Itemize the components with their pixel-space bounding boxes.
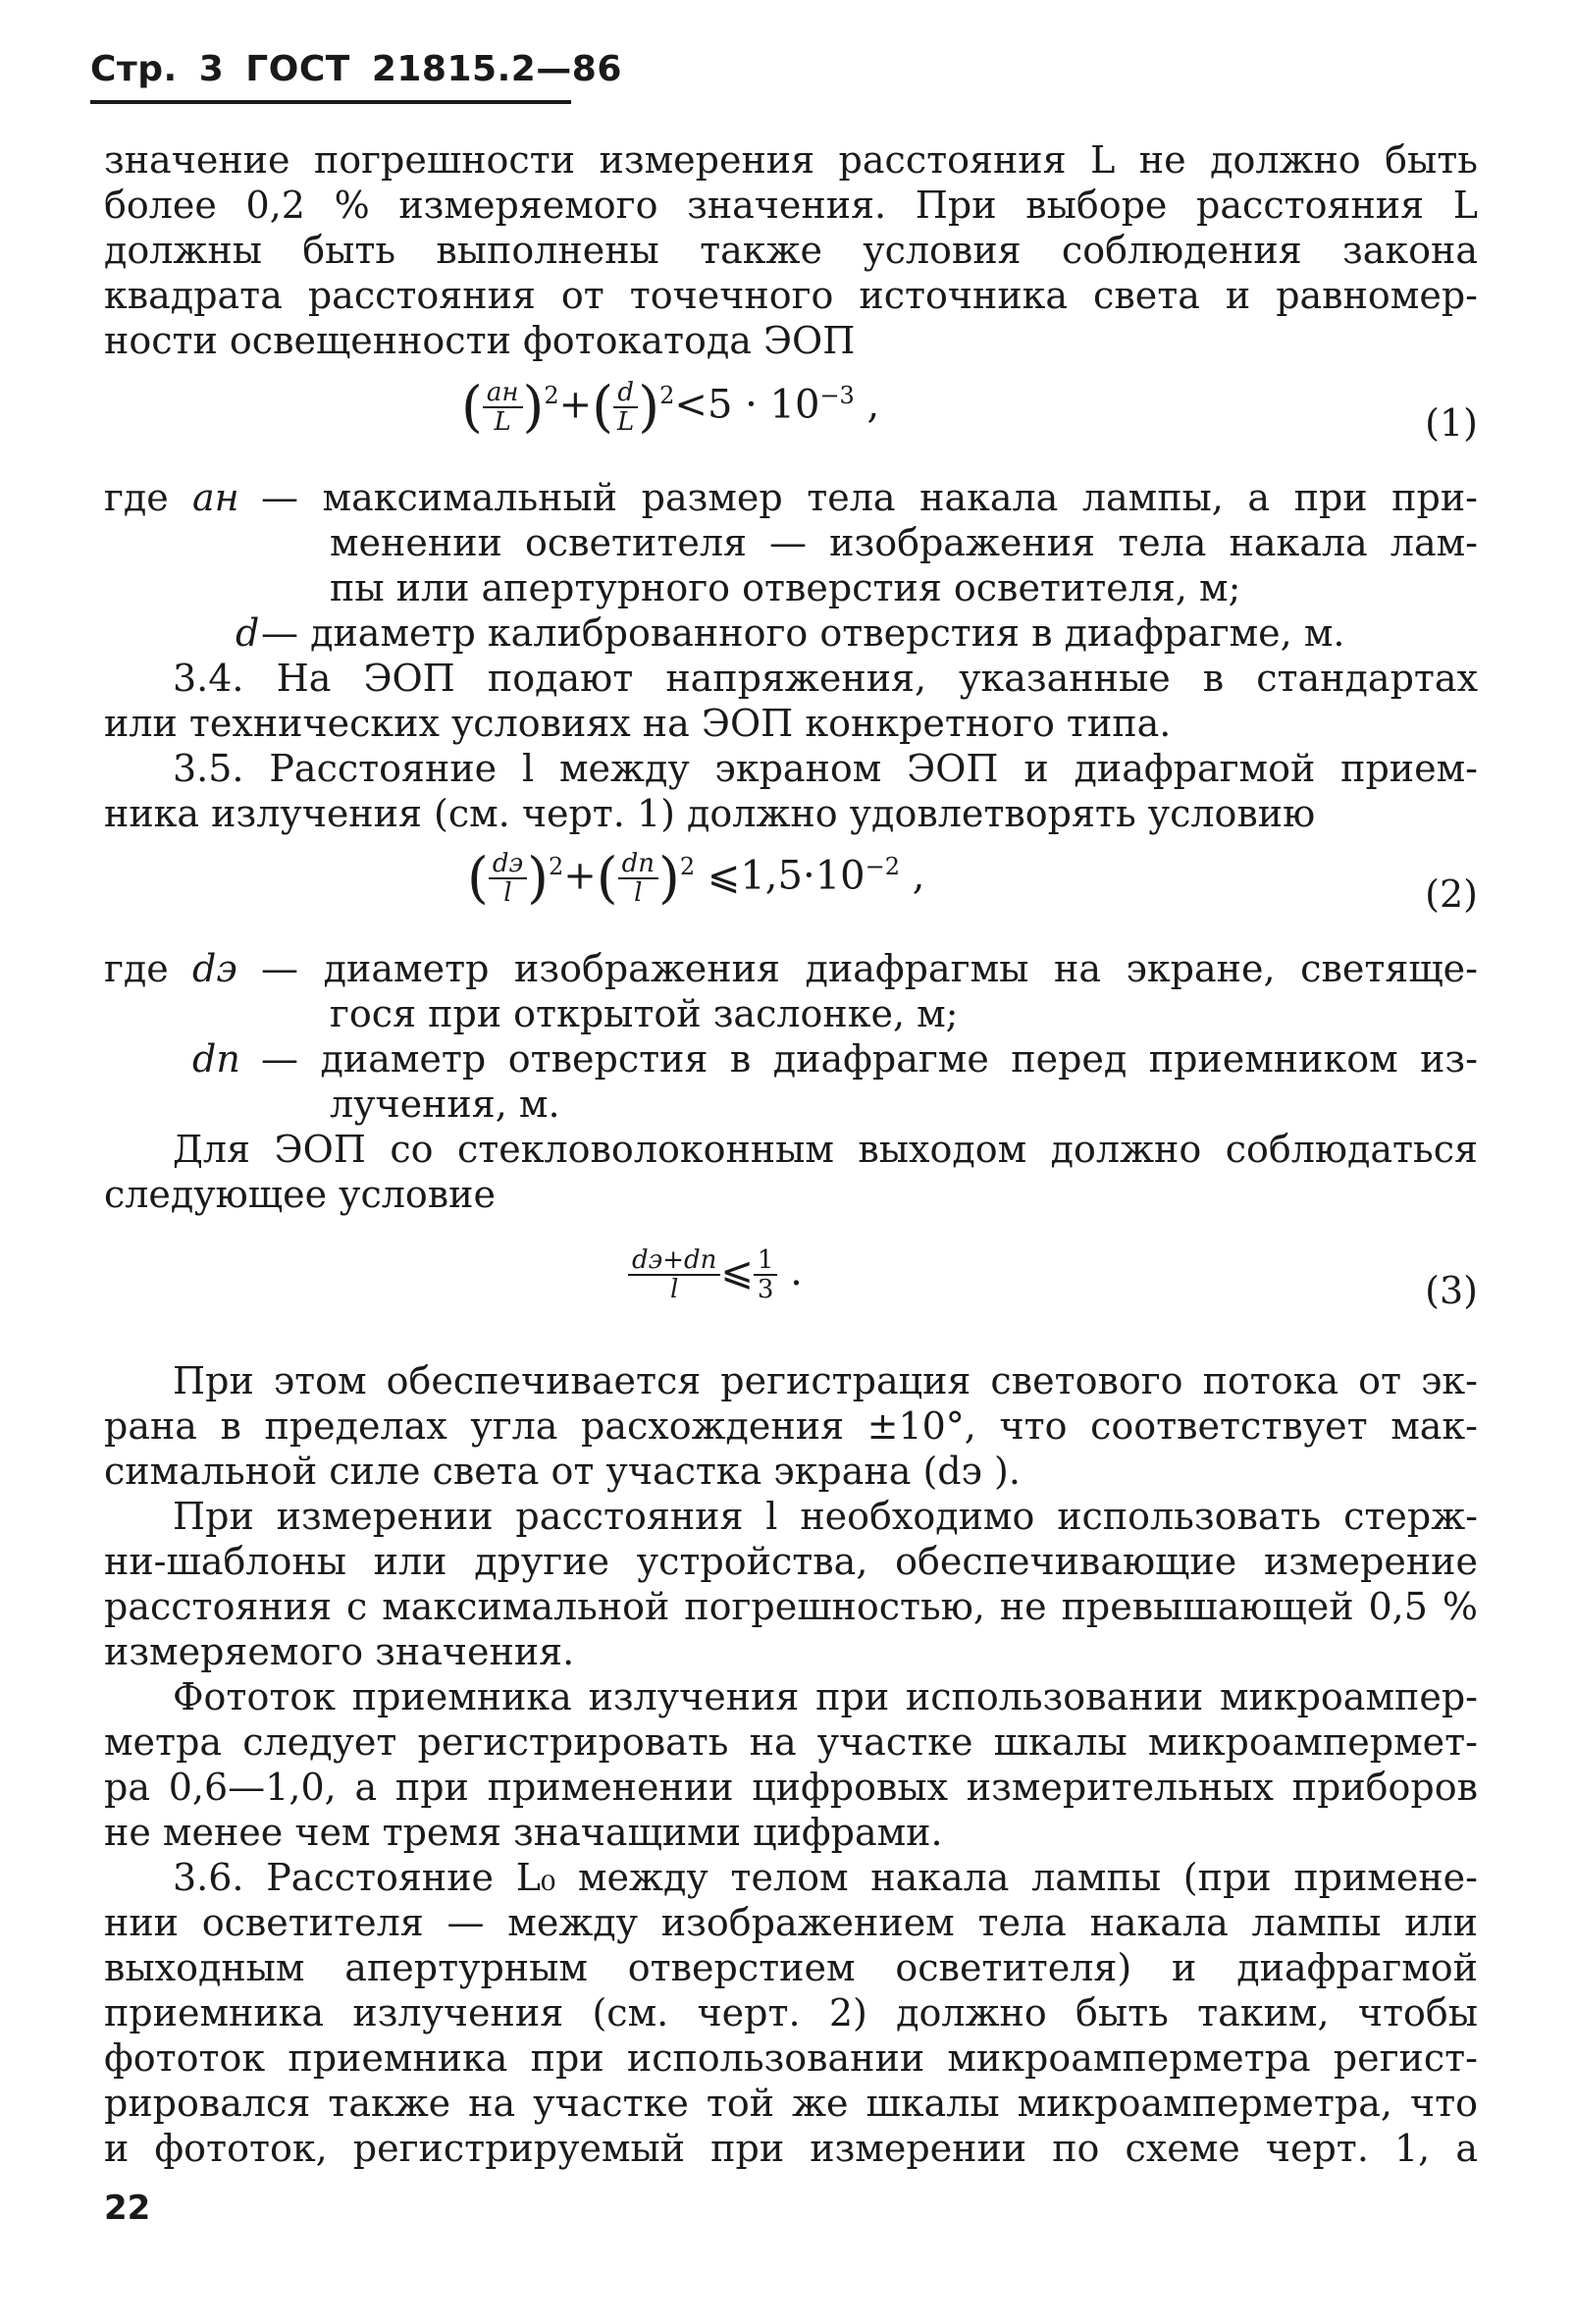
text-line: — максимальный размер тела накала лампы, а при при- (261, 476, 1478, 519)
text-line: значение погрешности измерения расстояния L не должно быть (104, 138, 1478, 182)
f3-operator: ⩽ (720, 1249, 754, 1294)
text-line: — диаметр калиброванного отверстия в диафрагме, м. (261, 611, 1345, 655)
symbol-d: d (236, 611, 260, 655)
f3-rhs-denominator: 3 (757, 1275, 774, 1304)
header-standard: ГОСТ (245, 49, 350, 89)
f2-tail: , (912, 853, 925, 899)
text-line: — диаметр отверстия в диафрагме перед приемником из- (261, 1037, 1478, 1081)
f1-tail: , (866, 382, 880, 428)
formula-2-number: (2) (1425, 872, 1478, 916)
f1-d-denominator: L (617, 407, 635, 438)
formula-3-number: (3) (1425, 1269, 1478, 1312)
header-page-label: Стр. (90, 49, 178, 89)
formula-1-number: (1) (1425, 401, 1478, 445)
text-line: пы или апертурного отверстия осветителя, м; (330, 566, 1241, 609)
f1-exponent: −3 (819, 382, 855, 409)
page-number: 22 (104, 2189, 151, 2228)
text-line: измеряемого значения. (104, 1630, 575, 1673)
where-label: где (104, 947, 169, 990)
f1-d-numerator: d (613, 379, 638, 408)
text-line: гося при открытой заслонке, м; (330, 992, 959, 1035)
text-line: фототок приемника при использовании микроамперметра регист- (104, 2036, 1478, 2080)
text-line: ности освещенности фотокатода ЭОП (104, 319, 856, 362)
text-line: ни-шаблоны или другие устройства, обеспечивающие измерение (104, 1540, 1478, 1583)
text-line: метра следует регистрировать на участке шкалы микроампермет- (104, 1720, 1478, 1764)
f3-rhs-numerator: 1 (754, 1246, 778, 1276)
text-line: При измерении расстояния l необходимо использовать стерж- (173, 1495, 1478, 1538)
f2-b-denominator: l (634, 878, 643, 909)
text-line: не менее чем тремя значащими цифрами. (104, 1811, 943, 1854)
f2-exponent: −2 (865, 853, 900, 880)
text-line: ра 0,6—1,0, а при применении цифровых измерительных приборов (104, 1766, 1478, 1809)
text-line: При этом обеспечивается регистрация светового потока от эк- (173, 1359, 1478, 1402)
text-line: 3.6. Расстояние L₀ между телом накала лампы (при примене- (173, 1856, 1478, 1899)
f2-b-numerator: dп (618, 850, 658, 879)
symbol-dp: dп (192, 1037, 240, 1081)
text-line: Для ЭОП со стекловолоконным выходом должно соблюдаться (173, 1128, 1478, 1171)
f2-rhs: ⩽1,5·10 (707, 853, 866, 899)
text-line: следующее условие (104, 1173, 496, 1216)
text-line: квадрата расстояния от точечного источника света и равномер- (104, 274, 1478, 317)
text-line: 3.5. Расстояние l между экраном ЭОП и диафрагмой прием- (173, 747, 1478, 790)
where-label: где (104, 476, 169, 519)
text-line: более 0,2 % измеряемого значения. При выборе расстояния L (104, 184, 1478, 227)
text-line: Фототок приемника излучения при использовании микроампер- (173, 1675, 1478, 1718)
header-page-no: 3 (198, 49, 225, 89)
symbol-an: aн (192, 476, 239, 519)
f1-a-numerator: aн (483, 379, 523, 408)
text-line: выходным апертурным отверстием осветителя) и диафрагмой (104, 1946, 1478, 1989)
text-line: расстояния с максимальной погрешностью, не превышающей 0,5 % (104, 1585, 1478, 1628)
f1-rhs: <5 · 10 (674, 382, 820, 428)
formula-2: ( $\frac{dэ}{l}$ )$^2$+( $\frac{dп}{l}$ )$^2$ $⩽1,5\cdot 10^{-2}$ , (467, 846, 925, 911)
text-line: должны быть выполнены также условия соблюдения закона (104, 229, 1478, 272)
text-line: рана в пределах угла расхождения ±10°, что соответствует мак- (104, 1404, 1478, 1448)
text-line: симальной силе света от участка экрана (dэ ). (104, 1450, 1021, 1493)
text-line: менении осветителя — изображения тела накала лам- (330, 521, 1478, 564)
f2-a-numerator: dэ (489, 850, 527, 879)
text-line: 3.4. На ЭОП подают напряжения, указанные в стандартах (173, 657, 1478, 700)
f3-tail: . (790, 1249, 803, 1294)
text-line: или технических условиях на ЭОП конкретного типа. (104, 702, 1172, 745)
header-rule (90, 100, 571, 104)
header-standard-number: 21815.2—86 (371, 49, 622, 89)
text-line: ника излучения (см. черт. 1) должно удовлетворять условию (104, 792, 1316, 835)
text-line: приемника излучения (см. черт. 2) должно быть таким, чтобы (104, 1991, 1478, 2034)
f2-a-denominator: l (503, 878, 512, 909)
symbol-de: dэ (192, 947, 237, 990)
text-line: рировался также на участке той же шкалы микроамперметра, что (104, 2082, 1478, 2125)
text-line: — диаметр изображения диафрагмы на экране, светяще- (261, 947, 1478, 990)
formula-1: ( $\frac{aн}{L}$ )$^2$+( $\frac{d}{L}$ )$^2<5 \cdot 10^{-3}$ , (461, 375, 880, 440)
text-line: лучения, м. (330, 1083, 560, 1126)
text-line: и фототок, регистрируемый при измерении по схеме черт. 1, а (104, 2127, 1478, 2170)
text-line: нии осветителя — между изображением тела накала лампы или (104, 1901, 1478, 1944)
f3-numerator: dэ+dп (628, 1246, 720, 1276)
f1-a-denominator: L (494, 407, 511, 438)
f3-denominator: l (670, 1275, 679, 1304)
formula-3 (628, 1246, 803, 1303)
page-header (90, 49, 644, 89)
